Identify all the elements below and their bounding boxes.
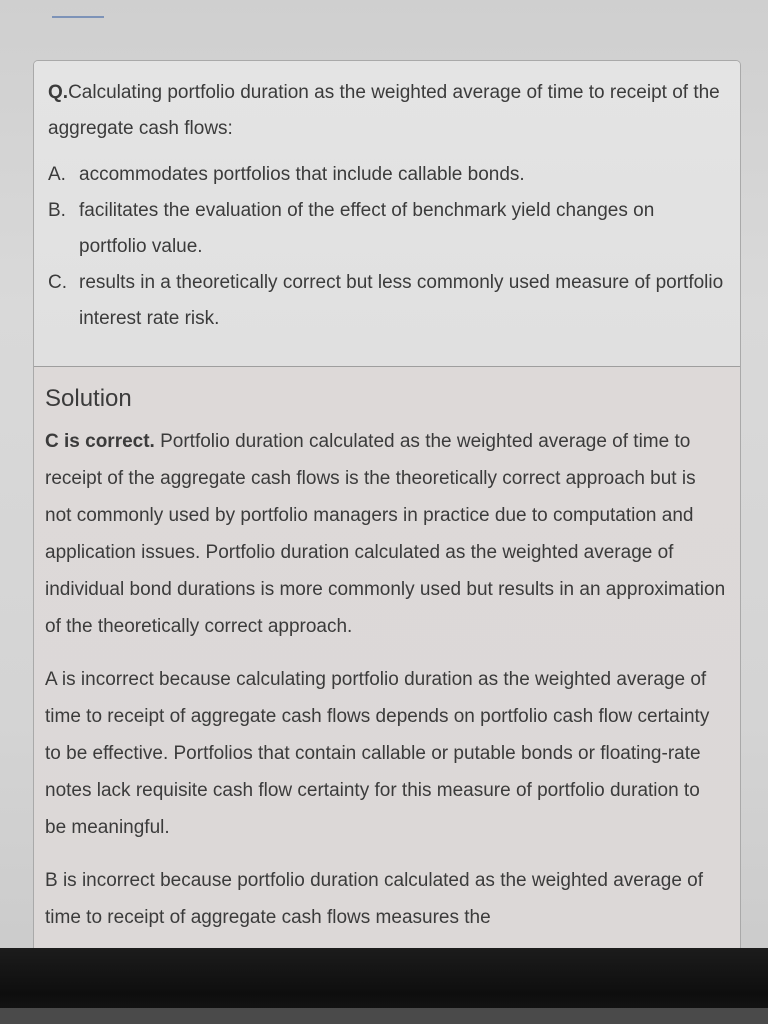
option-letter: A. <box>48 164 66 185</box>
top-divider <box>52 16 104 18</box>
solution-paragraph-b <box>45 862 726 936</box>
solution-title: Solution <box>45 385 132 412</box>
question-section <box>34 61 740 367</box>
option-b[interactable] <box>48 193 724 265</box>
option-text: accommodates portfolios that include callable bonds. <box>79 164 525 185</box>
option-text: results in a theoretically correct but less commonly used measure of portfolio interest rate risk. <box>79 272 724 329</box>
question-prefix: Q. <box>48 82 69 103</box>
question-body: Calculating portfolio duration as the weighted average of time to receipt of the aggregate cash flows: <box>48 82 720 139</box>
option-text: facilitates the evaluation of the effect of benchmark yield changes on portfolio value. <box>79 200 655 257</box>
correct-answer-lead: C is correct. <box>45 431 155 452</box>
paragraph-text: B is incorrect because portfolio duration calculated as the weighted average of time to receipt of aggregate cash flows measures the <box>45 870 704 928</box>
option-letter: B. <box>48 200 66 221</box>
paragraph-text: A is incorrect because calculating portfolio duration as the weighted average of time to receipt of aggregate cash flows depends on portfolio cash flow certainty to be effective. Portfolios that contain callable or putable bonds or floating-rate notes lack requisite cash flow certainty for this measure of portfolio duration to be meaningful. <box>45 669 710 838</box>
solution-paragraph-a <box>45 661 726 846</box>
option-letter: C. <box>48 272 67 293</box>
option-a[interactable] <box>48 157 724 193</box>
solution-paragraph-correct <box>45 423 726 645</box>
question-card <box>33 60 741 960</box>
question-text <box>48 75 724 147</box>
device-edge <box>0 1008 768 1024</box>
solution-section <box>34 367 740 960</box>
paragraph-text: Portfolio duration calculated as the weighted average of time to receipt of the aggregate cash flows is the theoretically correct approach but is not commonly used by portfolio managers in practice due to computation and application issues. Portfolio duration calculated as the weighted average of individual bond durations is more commonly used but results in an approximation of the theoretically correct approach. <box>45 431 726 637</box>
answer-options <box>48 157 724 337</box>
option-c[interactable] <box>48 265 724 337</box>
